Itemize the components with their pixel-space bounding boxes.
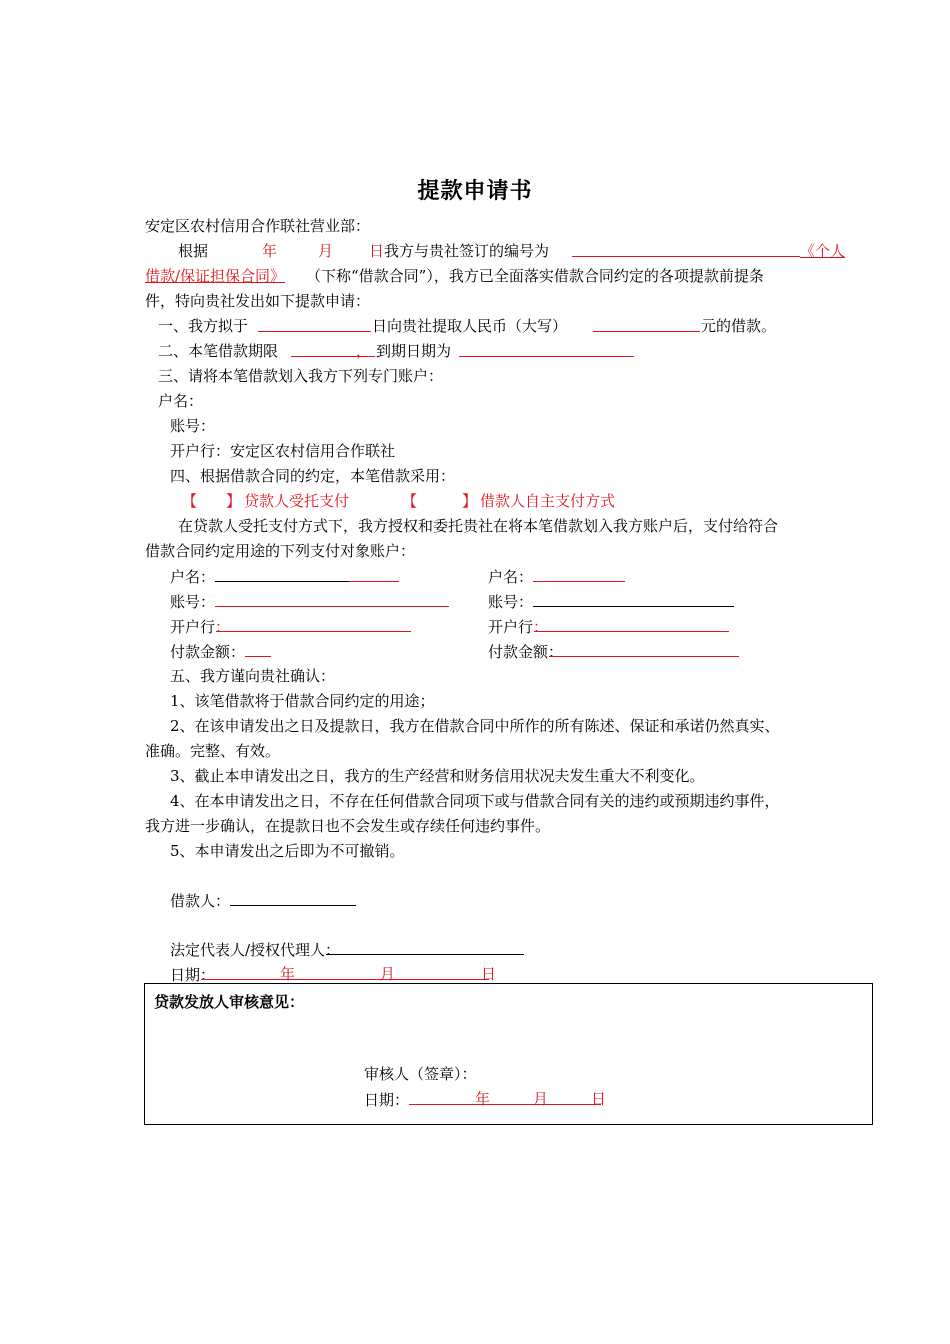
confirm-4a: 4、在本申请发出之日，不存在任何借款合同项下或与借款合同有关的违约或预期违约事件， [170,792,780,810]
payee-left-name: 户名： [170,566,399,587]
option1-bracket-close: 】 [226,492,242,510]
intro-year: 年 [262,242,278,260]
item1-c: 元的借款。 [701,317,777,335]
addressee: 安定区农村信用合作联社营业部： [145,217,371,235]
representative-line: 法定代表人/授权代理人： [170,939,524,960]
item1-date-blank [258,316,371,337]
payee-right-account: 账号： [488,591,734,612]
signature-date-line: 日期： [170,964,489,985]
payee-right-bank: 开户行： [488,616,729,637]
payee-right-amount: 付款金额： [488,641,739,662]
item3: 三、请将本笔借款划入我方下列专门账户： [158,367,444,385]
entrusted-text2: 借款合同约定用途的下列支付对象账户： [145,542,416,560]
confirm-1: 1、该笔借款将于借款合同约定的用途； [170,692,435,710]
contract-name-b: 借款/保证担保合同》 [145,267,286,285]
contract-number-blank [572,241,800,262]
intro-text2: （下称“借款合同”），我方已全面落实借款合同约定的各项提款前提条 [306,267,764,285]
confirm-2b: 准确。完整、有效。 [145,742,281,760]
item5: 五、我方谨向贵社确认： [170,667,336,685]
option2-bracket-close: 】 [462,492,478,510]
review-month: 月 [533,1090,549,1108]
account-name: 户名： [158,392,204,410]
item1-amount-blank [593,316,700,337]
confirm-4b: 我方进一步确认，在提款日也不会发生或存续任何违约事件。 [145,817,551,835]
payee-left-bank: 开户行： [170,616,411,637]
confirm-2a: 2、在该申请发出之日及提款日，我方在借款合同中所作的所有陈述、保证和承诺仍然真实、 [170,717,780,735]
borrower-line: 借款人： [170,890,356,911]
payee-left-account: 账号： [170,591,449,612]
option2-label: 借款人自主支付方式 [480,492,616,510]
entrusted-text1: 在贷款人受托支付方式下，我方授权和委托贵社在将本笔借款划入我方账户后，支付给符合 [178,517,779,535]
intro-day: 日 [369,242,385,260]
item1-a: 一、我方拟于 [158,317,249,335]
intro-month: 月 [318,242,334,260]
option1-label: 贷款人受托支付 [244,492,350,510]
confirm-5: 5、本申请发出之后即为不可撤销。 [170,842,405,860]
signature-year: 年 [280,965,296,983]
review-day: 日 [591,1090,607,1108]
intro-prefix: 根据 [178,242,209,260]
review-heading: 贷款发放人审核意见： [154,993,305,1011]
review-box [144,983,873,1125]
intro-text3: 件，特向贵社发出如下提款申请： [145,292,371,310]
item2-due-blank [459,341,634,362]
account-bank: 开户行：安定区农村信用合作联社 [170,442,396,460]
reviewer-signature: 审核人（签章）： [364,1065,477,1083]
signature-day: 日 [481,965,497,983]
account-number: 账号： [170,417,216,435]
option1-bracket-open: 【 [182,492,198,510]
option2-bracket-open: 【 [402,492,418,510]
intro-text1: 我方与贵社签订的编号为 [384,242,550,260]
item2-comma: ， [356,342,372,360]
confirm-3: 3、截止本申请发出之日，我方的生产经营和财务信用状况夫发生重大不利变化。 [170,767,705,785]
signature-month: 月 [380,965,396,983]
item2-b: 到期日期为 [376,342,452,360]
item1-b: 日向贵社提取人民币（大写） [372,317,568,335]
contract-name-a: 《个人 [800,242,846,260]
item2-a: 二、本笔借款期限 [158,342,279,360]
payee-left-amount: 付款金额： [170,641,271,662]
document-title: 提款申请书 [417,178,533,204]
payee-right-name: 户名： [488,566,625,587]
review-date-line: 日期： [364,1089,601,1110]
review-year: 年 [475,1090,491,1108]
item4: 四、根据借款合同的约定，本笔借款采用： [170,467,456,485]
